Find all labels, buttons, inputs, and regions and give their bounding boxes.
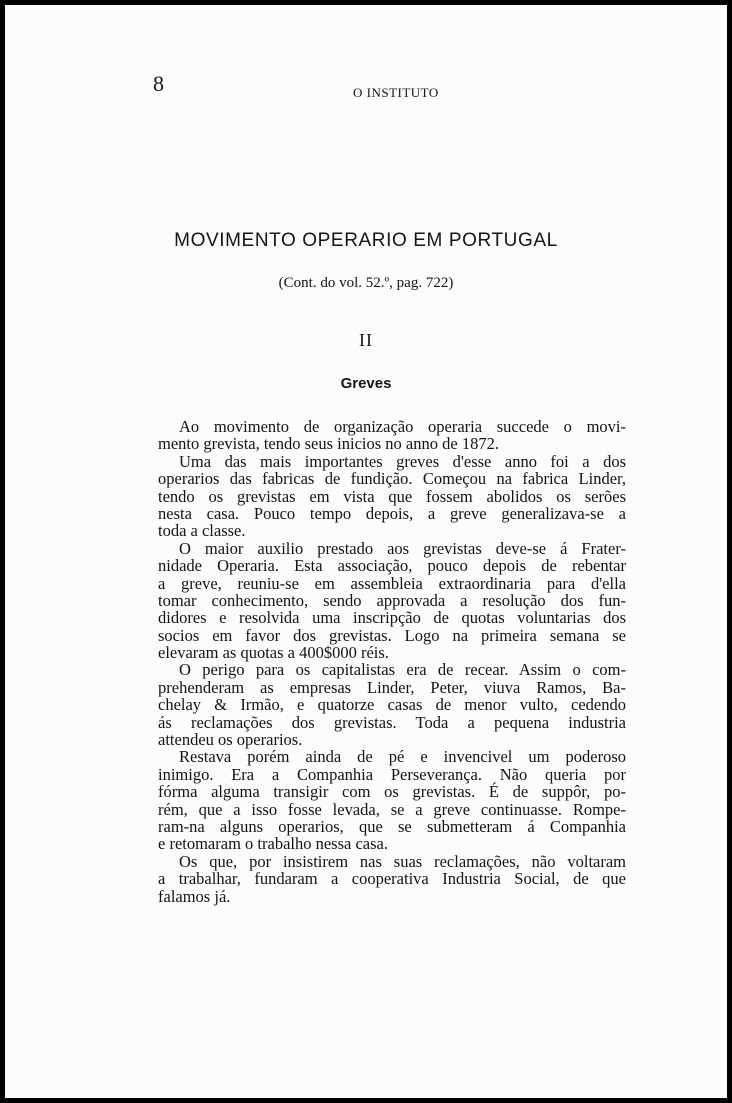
text-line: Uma das mais importantes greves d'esse anno foi a dos xyxy=(179,451,626,471)
text-line: ram-na alguns operarios, que se submetteram á Companhia xyxy=(158,816,626,836)
section-number: II xyxy=(359,330,373,350)
text-line: falamos já. xyxy=(158,886,231,906)
text-line: prehenderam as empresas Linder, Peter, viuva Ramos, Ba- xyxy=(158,677,626,697)
text-line: tendo os grevistas em vista que fossem abolidos os serões xyxy=(158,486,626,506)
text-line: Restava porém ainda de pé e invencivel um poderoso xyxy=(179,747,626,767)
text-line: didores e resolvida uma inscripção de quotas voluntarias dos xyxy=(158,608,626,628)
text-line: operarios das fabricas de fundição. Começou na fabrica Linder, xyxy=(158,469,626,489)
text-line: toda a classe. xyxy=(158,521,246,541)
text-line: socios em favor dos grevistas. Logo na primeira semana se xyxy=(158,625,626,645)
text-line: nidade Operaria. Esta associação, pouco depois de rebentar xyxy=(158,556,626,576)
text-line: a greve, reuniu-se em assembleia extraordinaria para d'ella xyxy=(158,573,626,593)
text-line: Ao movimento de organização operaria succede o movi- xyxy=(179,417,626,436)
page-number: 8 xyxy=(153,71,164,96)
text-line: O perigo para os capitalistas era de recear. Assim o com- xyxy=(179,660,626,680)
text-line: nesta casa. Pouco tempo depois, a greve generalizava-se a xyxy=(158,503,626,523)
article-body xyxy=(158,418,626,905)
text-line: chelay & Irmão, e quatorze casas de menor vulto, cedendo xyxy=(158,695,626,715)
text-line: ás reclamações dos grevistas. Toda a pequena industria xyxy=(158,712,626,732)
section-heading: Greves xyxy=(340,375,392,392)
text-line: tomar conhecimento, sendo approvada a resolução dos fun- xyxy=(158,590,626,610)
text-line: rém, que a isso fosse levada, se a greve continuasse. Rompe- xyxy=(158,799,626,819)
article-title: MOVIMENTO OPERARIO EM PORTUGAL xyxy=(174,230,558,251)
text-line: fórma alguma transigir com os grevistas. É de suppôr, po- xyxy=(158,782,626,802)
continuation-note: (Cont. do vol. 52.º, pag. 722) xyxy=(278,275,454,291)
text-line: elevaram as quotas a 400$000 réis. xyxy=(158,643,389,663)
text-line: attendeu os operarios. xyxy=(158,730,303,750)
text-line: mento grevista, tendo seus inicios no anno de 1872. xyxy=(158,434,499,454)
text-line: Os que, por insistirem nas suas reclamações, não voltaram xyxy=(179,851,626,871)
text-line: e retomaram o trabalho nessa casa. xyxy=(158,834,388,854)
text-line: inimigo. Era a Companhia Perseverança. Não queria por xyxy=(158,764,626,784)
text-line: O maior auxilio prestado aos grevistas deve-se á Frater- xyxy=(179,538,626,558)
running-head: O INSTITUTO xyxy=(353,85,439,100)
book-page xyxy=(5,5,727,1098)
text-line: a trabalhar, fundaram a cooperativa Industria Social, de que xyxy=(158,869,626,889)
